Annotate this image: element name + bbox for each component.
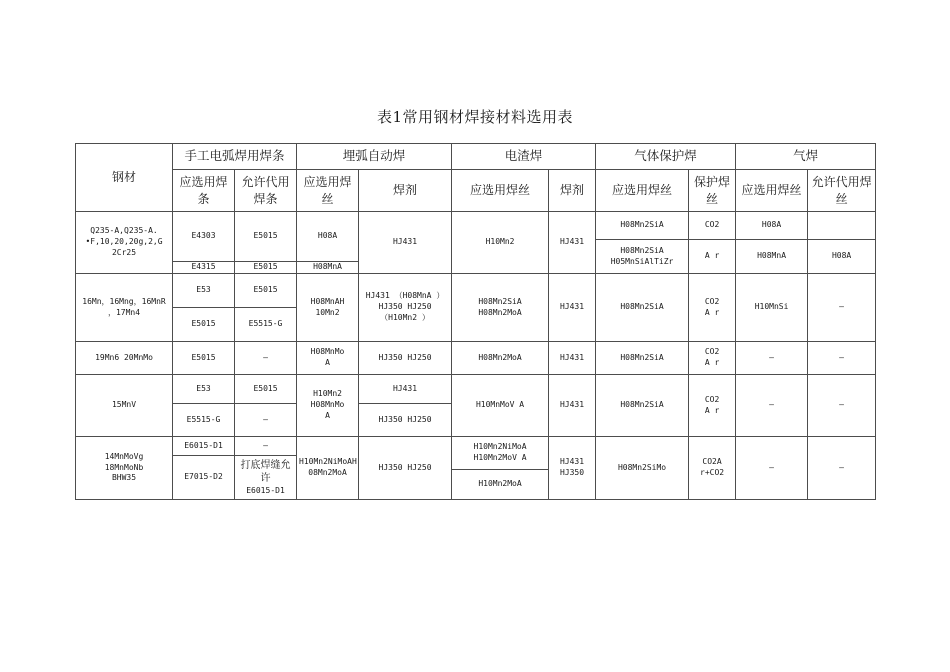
- cell-gs-wire: H08Mn2SiMo: [596, 437, 689, 500]
- table-row: [76, 437, 876, 456]
- cell-sa-wire: H08MnMo A: [297, 342, 359, 375]
- cell-es-wire: H10Mn2: [452, 212, 549, 274]
- cell-alt-rod: E5015: [235, 262, 297, 274]
- table-row: [76, 342, 876, 375]
- cell-gw-rec: H08MnA: [736, 240, 808, 274]
- cell-sa-wire: H08MnA: [297, 262, 359, 274]
- cell-sa-flux: HJ431 （H08MnA ） HJ350 HJ250 （H10Mn2 ）: [359, 274, 452, 342]
- cell-gs-gas: CO2 A r: [689, 375, 736, 437]
- cell-gw-rec: —: [736, 342, 808, 375]
- cell-rod: E53: [173, 274, 235, 308]
- header-manual-arc: 手工电弧焊用焊条: [173, 144, 297, 170]
- header-gw-alternative: 允许代用焊丝: [808, 170, 876, 212]
- cell-rod: E7015-D2: [173, 456, 235, 500]
- cell-gw-alt: —: [808, 375, 876, 437]
- header-sa-flux: 焊剂: [359, 170, 452, 212]
- header-gas-welding: 气焊: [736, 144, 876, 170]
- cell-gs-gas: CO2: [689, 212, 736, 240]
- header-row-2: [76, 170, 876, 212]
- cell-es-wire: H08Mn2MoA: [452, 342, 549, 375]
- table-row: [76, 375, 876, 404]
- header-gas-shielded: 气体保护焊: [596, 144, 736, 170]
- cell-steel: Q235-A,Q235-A. •F,10,20,20g,2,G 2Cr25: [76, 212, 173, 274]
- header-row-1: [76, 144, 876, 170]
- cell-gw-alt: [808, 212, 876, 240]
- cell-alt-rod: —: [235, 404, 297, 437]
- cell-sa-wire: H08MnAH 10Mn2: [297, 274, 359, 342]
- cell-gs-gas: CO2 A r: [689, 342, 736, 375]
- cell-gs-gas: CO2A r+CO2: [689, 437, 736, 500]
- cell-es-wire: H10Mn2NiMoA H10Mn2MoV A: [452, 437, 549, 470]
- header-gw-recommended: 应选用焊丝: [736, 170, 808, 212]
- cell-es-wire: H10Mn2MoA: [452, 470, 549, 500]
- cell-rod: E5515-G: [173, 404, 235, 437]
- cell-gw-alt: —: [808, 342, 876, 375]
- cell-sa-flux: HJ350 HJ250: [359, 342, 452, 375]
- header-sa-wire: 应选用焊丝: [297, 170, 359, 212]
- header-manual-alternative: 允许代用焊条: [235, 170, 297, 212]
- cell-alt-rod: E5015: [235, 274, 297, 308]
- cell-gs-wire: H08Mn2SiA: [596, 342, 689, 375]
- cell-sa-flux: HJ431: [359, 375, 452, 404]
- cell-rod: E5015: [173, 342, 235, 375]
- cell-sa-flux: HJ431: [359, 212, 452, 274]
- header-steel: 钢材: [76, 144, 173, 212]
- header-submerged-arc: 埋弧自动焊: [297, 144, 452, 170]
- cell-alt-rod: —: [235, 437, 297, 456]
- cell-alt-rod: [235, 456, 297, 500]
- header-manual-recommended: 应选用焊条: [173, 170, 235, 212]
- cell-sa-flux: HJ350 HJ250: [359, 404, 452, 437]
- cell-es-flux: HJ431 HJ350: [549, 437, 596, 500]
- cell-es-flux: HJ431: [549, 342, 596, 375]
- cell-rod: E4303: [173, 212, 235, 262]
- cell-sa-wire: H08A: [297, 212, 359, 262]
- header-es-flux: 焊剂: [549, 170, 596, 212]
- cell-alt-rod: E5015: [235, 375, 297, 404]
- cell-gs-gas: CO2 A r: [689, 274, 736, 342]
- cell-alt-rod: E5515-G: [235, 308, 297, 342]
- cell-gw-alt: H08A: [808, 240, 876, 274]
- cell-es-flux: HJ431: [549, 274, 596, 342]
- cell-gs-wire: H08Mn2SiA: [596, 274, 689, 342]
- cell-es-flux: HJ431: [549, 375, 596, 437]
- cell-steel: 14MnMoVg 18MnMoNb BHW35: [76, 437, 173, 500]
- header-gs-gas: 保护焊丝: [689, 170, 736, 212]
- table-row: [76, 212, 876, 240]
- cell-es-flux: HJ431: [549, 212, 596, 274]
- cell-alt-rod: E5015: [235, 212, 297, 262]
- welding-materials-table: [75, 143, 876, 500]
- cell-steel: 16Mn，16Mng，16MnR ，17Mn4: [76, 274, 173, 342]
- header-electroslag: 电渣焊: [452, 144, 596, 170]
- header-es-wire: 应选用焊丝: [452, 170, 549, 212]
- cell-steel: 19Mn6 20MnMo: [76, 342, 173, 375]
- cell-gw-alt: —: [808, 437, 876, 500]
- cell-rod: E4315: [173, 262, 235, 274]
- cell-sa-flux: HJ350 HJ250: [359, 437, 452, 500]
- cell-gw-rec: H10MnSi: [736, 274, 808, 342]
- cell-gw-rec: —: [736, 437, 808, 500]
- cell-gw-alt: —: [808, 274, 876, 342]
- cell-sa-wire: H10Mn2NiMoAH 08Mn2MoA: [297, 437, 359, 500]
- page-title: 表1常用钢材焊接材料选用表: [376, 108, 574, 126]
- cell-alt-rod: —: [235, 342, 297, 375]
- table-row: [76, 274, 876, 308]
- cell-gs-wire: H08Mn2SiA: [596, 375, 689, 437]
- cell-alt-rod-code: E6015-D1: [246, 485, 285, 495]
- cell-steel: 15MnV: [76, 375, 173, 437]
- cell-es-wire: H08Mn2SiA H08Mn2MoA: [452, 274, 549, 342]
- cell-sa-wire: H10Mn2 H08MnMo A: [297, 375, 359, 437]
- cell-es-wire: H10MnMoV A: [452, 375, 549, 437]
- cell-gs-gas: A r: [689, 240, 736, 274]
- cell-gs-wire: H08Mn2SiA: [596, 212, 689, 240]
- cell-gs-wire: H08Mn2SiA H05MnSiAlTiZr: [596, 240, 689, 274]
- cell-gw-rec: —: [736, 375, 808, 437]
- cell-rod: E53: [173, 375, 235, 404]
- cell-rod: E6015-D1: [173, 437, 235, 456]
- cell-gw-rec: H08A: [736, 212, 808, 240]
- cell-rod: E5015: [173, 308, 235, 342]
- cell-alt-rod-note: 打底焊缝允许: [240, 459, 291, 485]
- header-gs-wire: 应选用焊丝: [596, 170, 689, 212]
